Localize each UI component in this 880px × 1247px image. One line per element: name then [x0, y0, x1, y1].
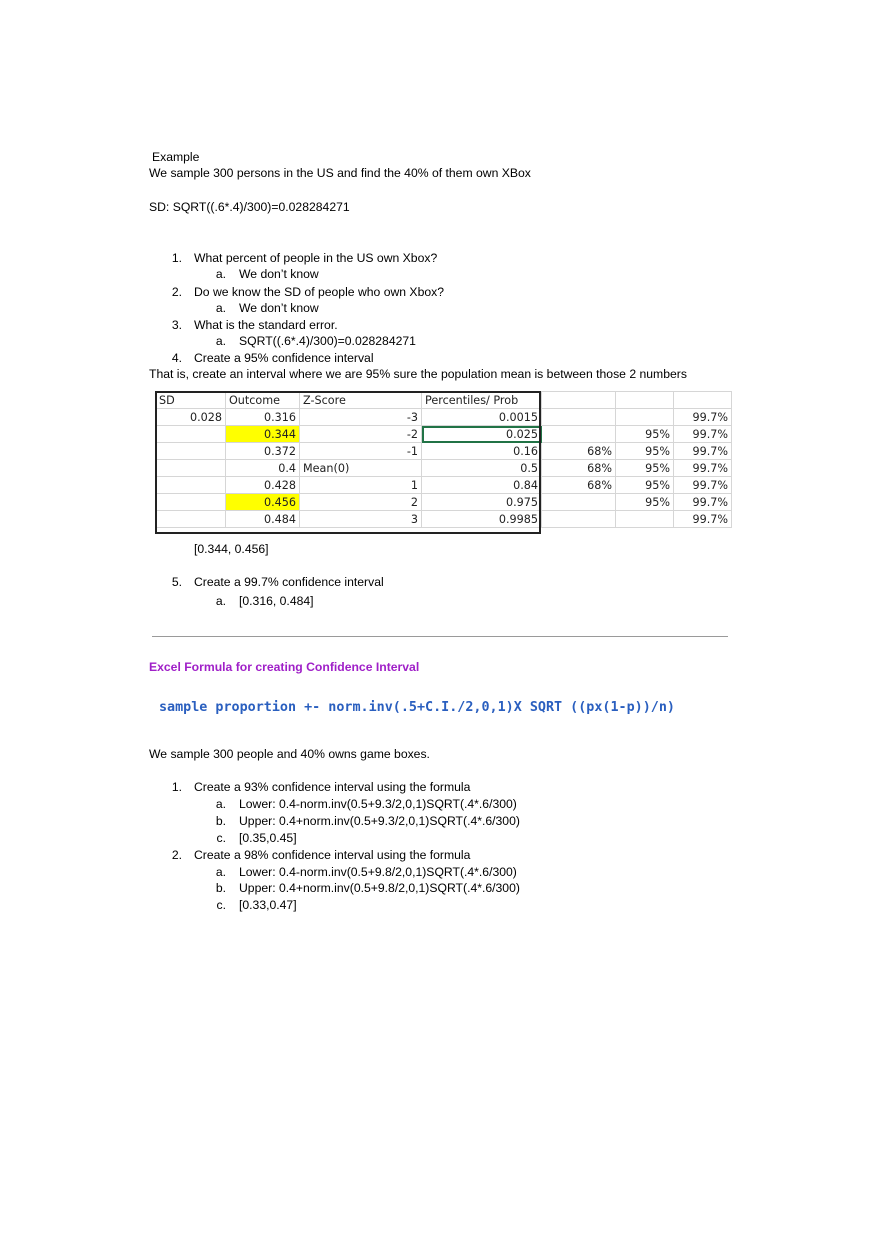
cell-sd	[156, 443, 226, 460]
cell-95	[616, 511, 674, 528]
cell-z: 2	[300, 494, 422, 511]
cell-997: 99.7%	[674, 409, 732, 426]
q3-sub-text: SQRT((.6*.4)/300)=0.028284271	[239, 334, 416, 348]
header-z-score: Z-Score	[300, 392, 422, 409]
table-row	[156, 443, 732, 460]
table-row	[156, 409, 732, 426]
table-row	[156, 426, 732, 443]
cell-outcome-highlighted: 0.456	[226, 494, 300, 511]
cell-z: -1	[300, 443, 422, 460]
cell-997: 99.7%	[674, 460, 732, 477]
q1-sub-label: a.	[215, 267, 226, 281]
cell-68: 68%	[542, 477, 616, 494]
cell-sd	[156, 460, 226, 477]
fq1-c-label: c.	[216, 831, 226, 845]
cell-95: 95%	[616, 477, 674, 494]
cell-68	[542, 511, 616, 528]
cell-997: 99.7%	[674, 426, 732, 443]
cell-95	[616, 409, 674, 426]
q1-number: 1.	[171, 251, 182, 265]
fq2-number: 2.	[171, 848, 182, 862]
cell-95: 95%	[616, 494, 674, 511]
q5-sub-text: [0.316, 0.484]	[239, 594, 314, 608]
sheet-header-row	[156, 392, 732, 409]
cell-sd	[156, 426, 226, 443]
fq2-a-label: a.	[215, 865, 226, 879]
q4-text: Create a 95% confidence interval	[194, 351, 374, 365]
header-percentiles: Percentiles/ Prob	[422, 392, 542, 409]
cell-997: 99.7%	[674, 443, 732, 460]
q2-sub-text: We don’t know	[239, 301, 319, 315]
cell-outcome-highlighted: 0.344	[226, 426, 300, 443]
fq1-b-label: b.	[215, 814, 226, 828]
cell-sd	[156, 477, 226, 494]
fq2-c-label: c.	[216, 898, 226, 912]
fq1-a-label: a.	[215, 797, 226, 811]
q5-number: 5.	[171, 575, 182, 589]
cell-997: 99.7%	[674, 494, 732, 511]
cell-68	[542, 494, 616, 511]
cell-95: 95%	[616, 460, 674, 477]
problem-statement: We sample 300 persons in the US and find the 40% of them own XBox	[149, 166, 531, 180]
fq2-b-label: b.	[215, 881, 226, 895]
q1-sub-text: We don’t know	[239, 267, 319, 281]
cell-prob: 0.5	[422, 460, 542, 477]
q4-number: 4.	[171, 351, 182, 365]
table-row	[156, 477, 732, 494]
cell-95: 95%	[616, 426, 674, 443]
cell-mean-label: Mean(0)	[300, 460, 422, 477]
excel-section-title: Excel Formula for creating Confidence Interval	[149, 660, 420, 674]
fq1-a-text: Lower: 0.4-norm.inv(0.5+9.3/2,0,1)SQRT(.4*.6/300)	[239, 797, 517, 811]
table-row	[156, 511, 732, 528]
cell-outcome: 0.372	[226, 443, 300, 460]
cell-prob-selected: 0.025	[422, 426, 542, 443]
cell-68	[542, 426, 616, 443]
q3-sub-label: a.	[215, 334, 226, 348]
cell-sd: 0.028	[156, 409, 226, 426]
cell-z: -2	[300, 426, 422, 443]
fq2-a-text: Lower: 0.4-norm.inv(0.5+9.8/2,0,1)SQRT(.4*.6/300)	[239, 865, 517, 879]
fq1-b-text: Upper: 0.4+norm.inv(0.5+9.3/2,0,1)SQRT(.4*.6/300)	[239, 814, 520, 828]
cell-prob: 0.0015	[422, 409, 542, 426]
q3-number: 3.	[171, 318, 182, 332]
table-row	[156, 494, 732, 511]
cell-sd	[156, 494, 226, 511]
cell-997: 99.7%	[674, 477, 732, 494]
fq1-number: 1.	[171, 780, 182, 794]
section-divider	[152, 636, 728, 637]
fq1-text: Create a 93% confidence interval using the formula	[194, 780, 471, 794]
q5-text: Create a 99.7% confidence interval	[194, 575, 384, 589]
cell-prob: 0.16	[422, 443, 542, 460]
cell-68	[542, 409, 616, 426]
cell-68: 68%	[542, 460, 616, 477]
q1-text: What percent of people in the US own Xbox?	[194, 251, 438, 265]
cell-prob: 0.975	[422, 494, 542, 511]
cell-z: 1	[300, 477, 422, 494]
sample-statement: We sample 300 people and 40% owns game boxes.	[149, 747, 430, 761]
cell-68: 68%	[542, 443, 616, 460]
q3-text: What is the standard error.	[194, 318, 338, 332]
z-score-spreadsheet	[155, 391, 732, 528]
cell-outcome: 0.484	[226, 511, 300, 528]
fq2-c-text: [0.33,0.47]	[239, 898, 297, 912]
fq1-c-text: [0.35,0.45]	[239, 831, 297, 845]
table-row	[156, 460, 732, 477]
example-heading: Example	[152, 150, 200, 164]
fq2-b-text: Upper: 0.4+norm.inv(0.5+9.8/2,0,1)SQRT(.4*.6/300)	[239, 881, 520, 895]
q5-sub-label: a.	[215, 594, 226, 608]
cell-95: 95%	[616, 443, 674, 460]
q2-number: 2.	[171, 285, 182, 299]
sd-formula: SD: SQRT((.6*.4)/300)=0.028284271	[149, 200, 350, 214]
header-outcome: Outcome	[226, 392, 300, 409]
cell-997: 99.7%	[674, 511, 732, 528]
q2-text: Do we know the SD of people who own Xbox?	[194, 285, 444, 299]
cell-z: -3	[300, 409, 422, 426]
fq2-text: Create a 98% confidence interval using the formula	[194, 848, 471, 862]
cell-z: 3	[300, 511, 422, 528]
cell-sd	[156, 511, 226, 528]
cell-outcome: 0.4	[226, 460, 300, 477]
cell-prob: 0.84	[422, 477, 542, 494]
ci-formula-image: sample proportion +- norm.inv(.5+C.I./2,0,1)X SQRT ((px(1-p))/n)	[159, 700, 675, 715]
answer-95-interval: [0.344, 0.456]	[194, 542, 269, 556]
cell-prob: 0.9985	[422, 511, 542, 528]
header-sd: SD	[156, 392, 226, 409]
cell-outcome: 0.428	[226, 477, 300, 494]
cell-outcome: 0.316	[226, 409, 300, 426]
interval-note: That is, create an interval where we are 95% sure the population mean is between those 2 numbers	[149, 367, 687, 381]
q2-sub-label: a.	[215, 301, 226, 315]
